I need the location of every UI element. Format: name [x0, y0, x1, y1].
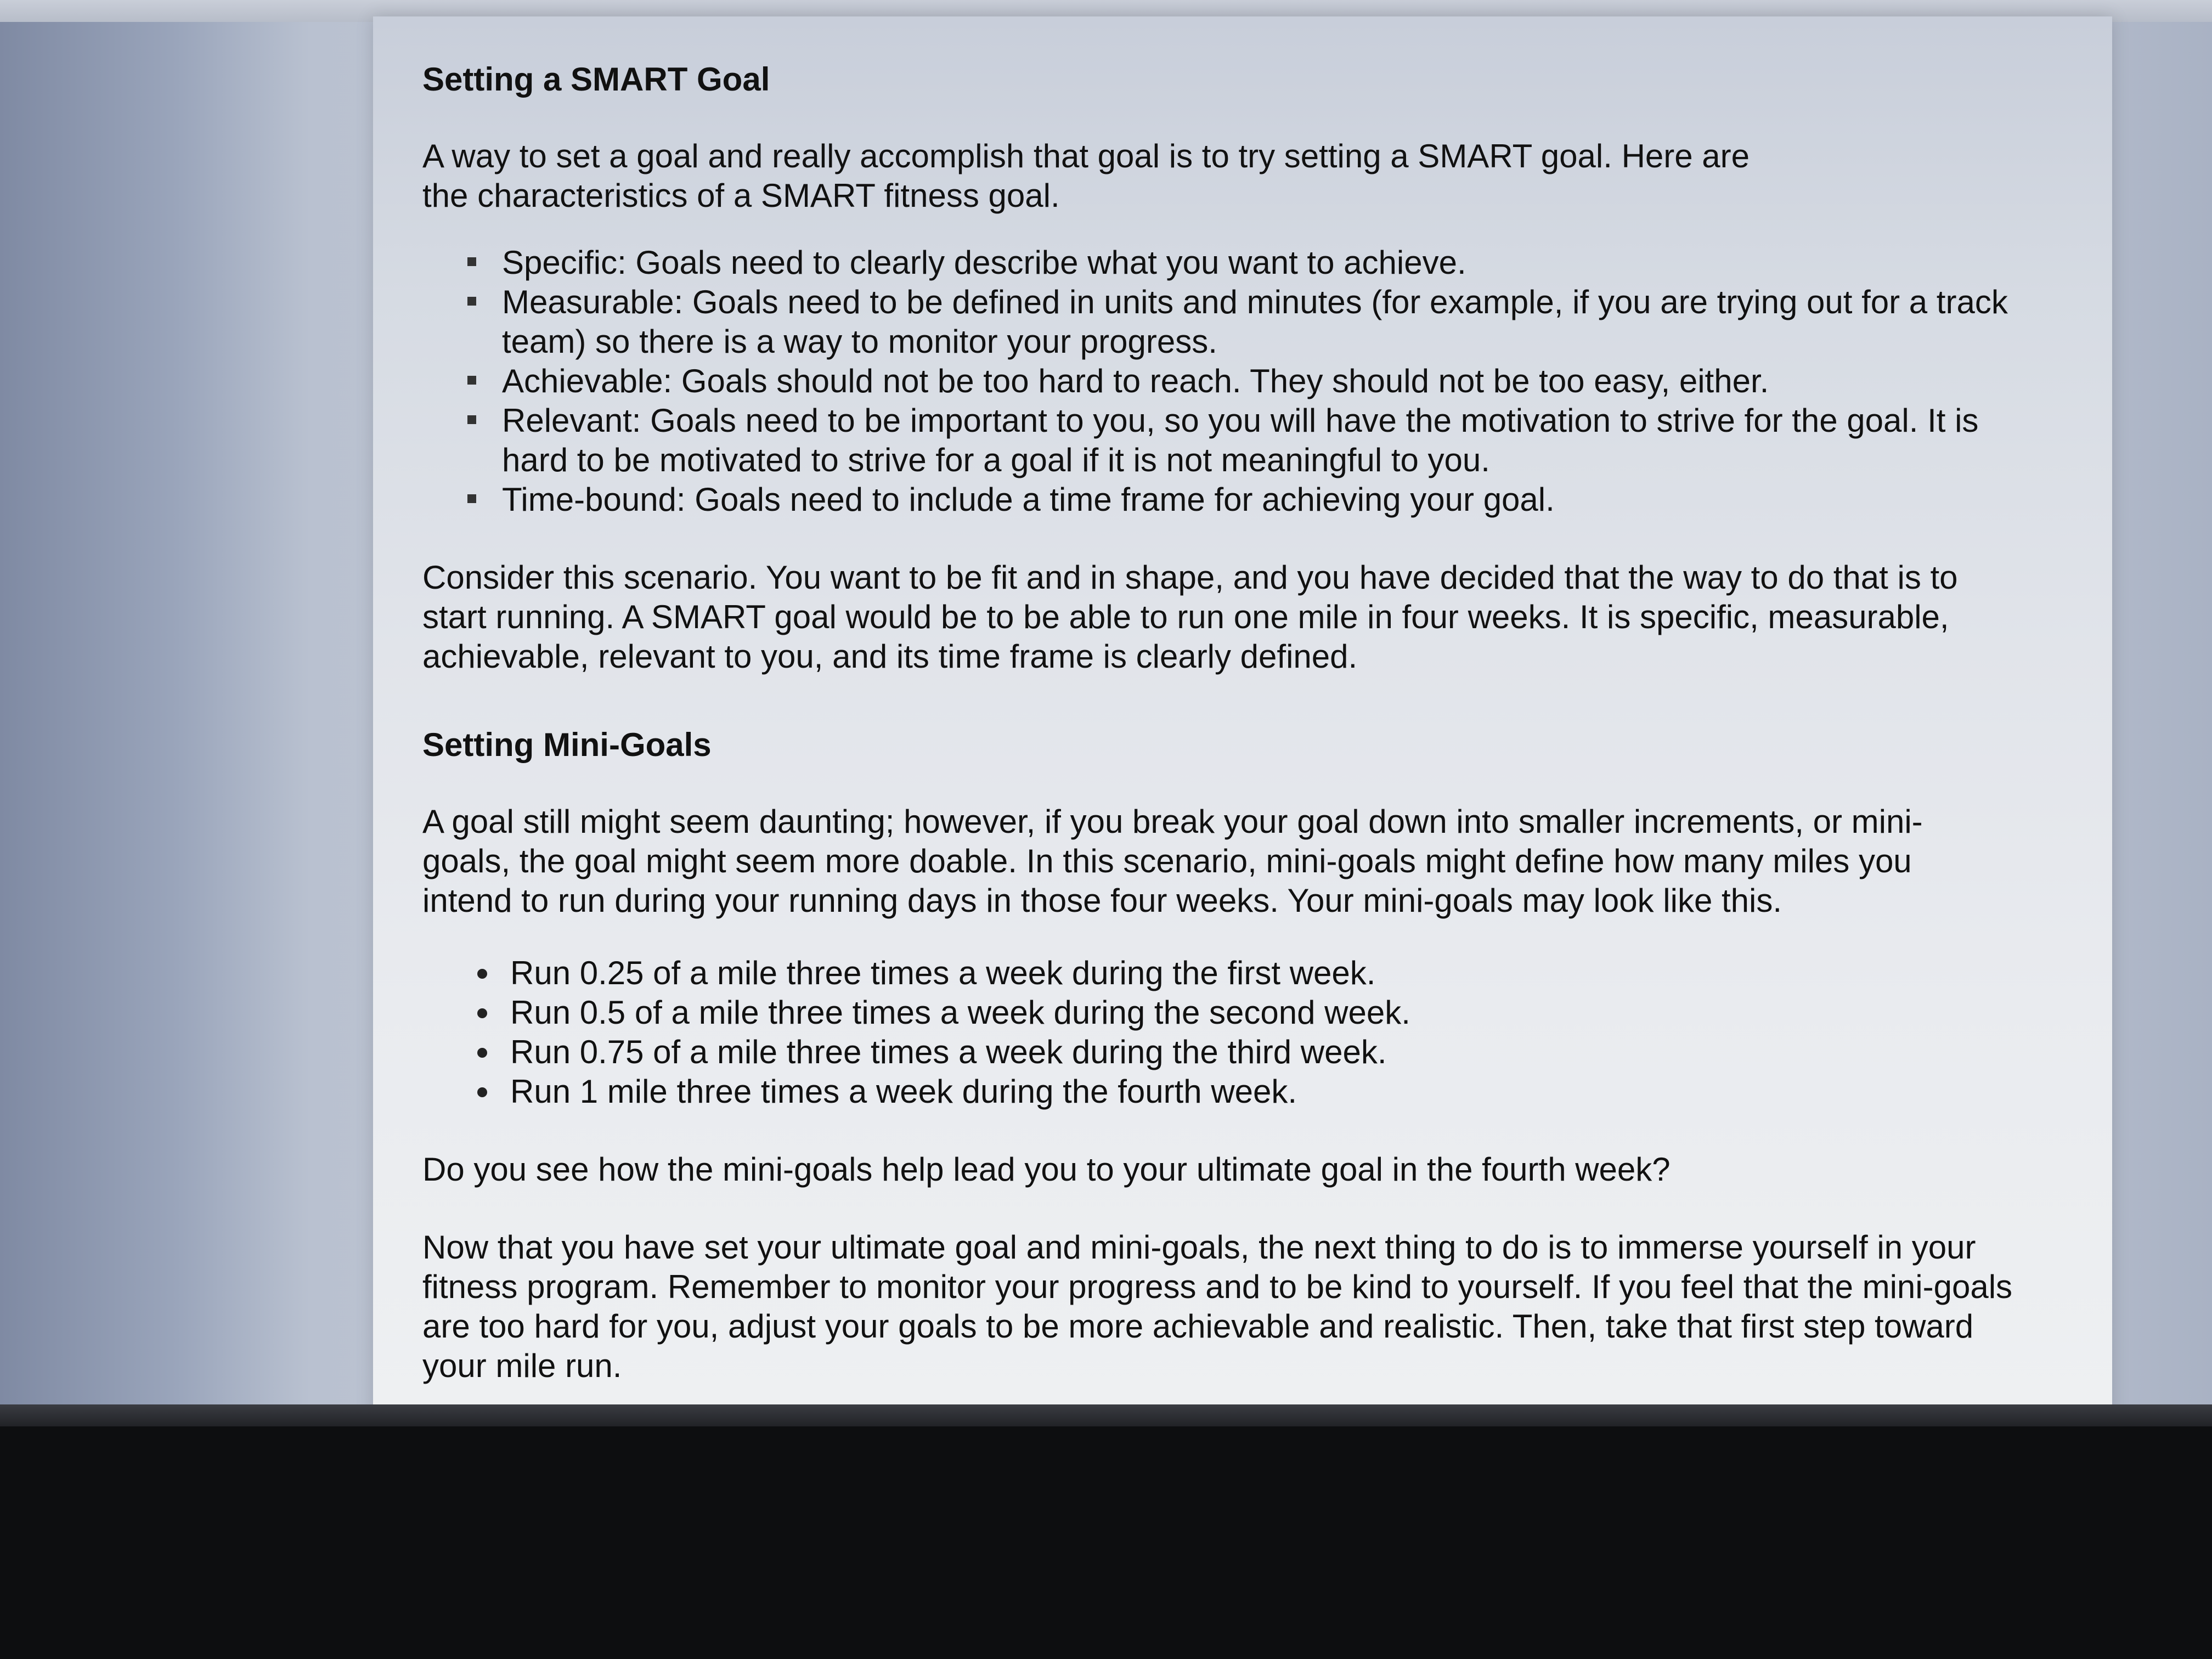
round-bullet-icon — [477, 1008, 487, 1018]
smart-characteristics-list — [422, 243, 2013, 520]
list-item-text: Run 1 mile three times a week during the fourth week. — [510, 1073, 1297, 1110]
round-bullet-icon — [477, 1048, 487, 1058]
square-bullet-icon — [467, 494, 476, 503]
list-item — [422, 480, 2013, 520]
mini-goals-intro: A goal still might seem daunting; however, if you break your goal down into smaller increments, or mini-goals, the goal might seem more doable. In this scenario, mini-goals might define how many miles you intend to run during your running days in those four weeks. Your mini-goals may look like this. — [422, 803, 1923, 919]
list-item — [422, 401, 2013, 480]
mini-goals-heading: Setting Mini-Goals — [422, 726, 712, 763]
mini-goals-closing: Now that you have set your ultimate goal and mini-goals, the next thing to do is to immerse yourself in your fitness program. Remember to monitor your progress and to be kind to yourself. If you feel that the mini-goals are too hard for you, adjust your goals to be more achievable and realistic. Then, take that first step toward your mile run. — [422, 1229, 2013, 1384]
mini-goals-list — [422, 953, 2041, 1111]
list-item-text: Run 0.5 of a mile three times a week during the second week. — [510, 994, 1410, 1031]
list-item — [422, 993, 2041, 1032]
list-item — [422, 283, 2013, 362]
list-item-text: Specific: Goals need to clearly describe what you want to achieve. — [502, 244, 1466, 281]
round-bullet-icon — [477, 1087, 487, 1097]
list-item-text: Achievable: Goals should not be too hard to reach. They should not be too easy, either. — [502, 363, 1769, 399]
smart-goal-heading: Setting a SMART Goal — [422, 61, 770, 98]
list-item — [422, 1072, 2041, 1111]
round-bullet-icon — [477, 969, 487, 979]
square-bullet-icon — [467, 257, 476, 266]
list-item-text: Run 0.25 of a mile three times a week during the first week. — [510, 955, 1376, 991]
list-item-text: Time-bound: Goals need to include a time frame for achieving your goal. — [502, 481, 1555, 518]
list-item — [422, 953, 2041, 993]
square-bullet-icon — [467, 376, 476, 385]
document-content — [422, 44, 2041, 1386]
list-item — [422, 243, 2013, 283]
mini-goals-question: Do you see how the mini-goals help lead you to your ultimate goal in the fourth week? — [422, 1151, 1671, 1188]
list-item-text: Relevant: Goals need to be important to you, so you will have the motivation to strive for the goal. It is hard to be motivated to strive for a goal if it is not meaningful to you. — [502, 402, 1979, 478]
list-item-text: Measurable: Goals need to be defined in units and minutes (for example, if you are trying out for a track team) so there is a way to monitor your progress. — [502, 284, 2008, 360]
monitor-bezel — [0, 1426, 2212, 1659]
smart-goal-intro: A way to set a goal and really accomplish that goal is to try setting a SMART goal. Here are the characteristics of a SMART fitness goal. — [422, 138, 1750, 214]
smart-goal-scenario: Consider this scenario. You want to be fit and in shape, and you have decided that the way to do that is to start running. A SMART goal would be to be able to run one mile in four weeks. It is specific, measurable, achievable, relevant to you, and its time frame is clearly defined. — [422, 559, 1958, 675]
square-bullet-icon — [467, 297, 476, 306]
list-item — [422, 362, 2013, 401]
square-bullet-icon — [467, 415, 476, 424]
document-page — [373, 16, 2112, 1421]
list-item-text: Run 0.75 of a mile three times a week during the third week. — [510, 1034, 1387, 1070]
list-item — [422, 1032, 2041, 1072]
